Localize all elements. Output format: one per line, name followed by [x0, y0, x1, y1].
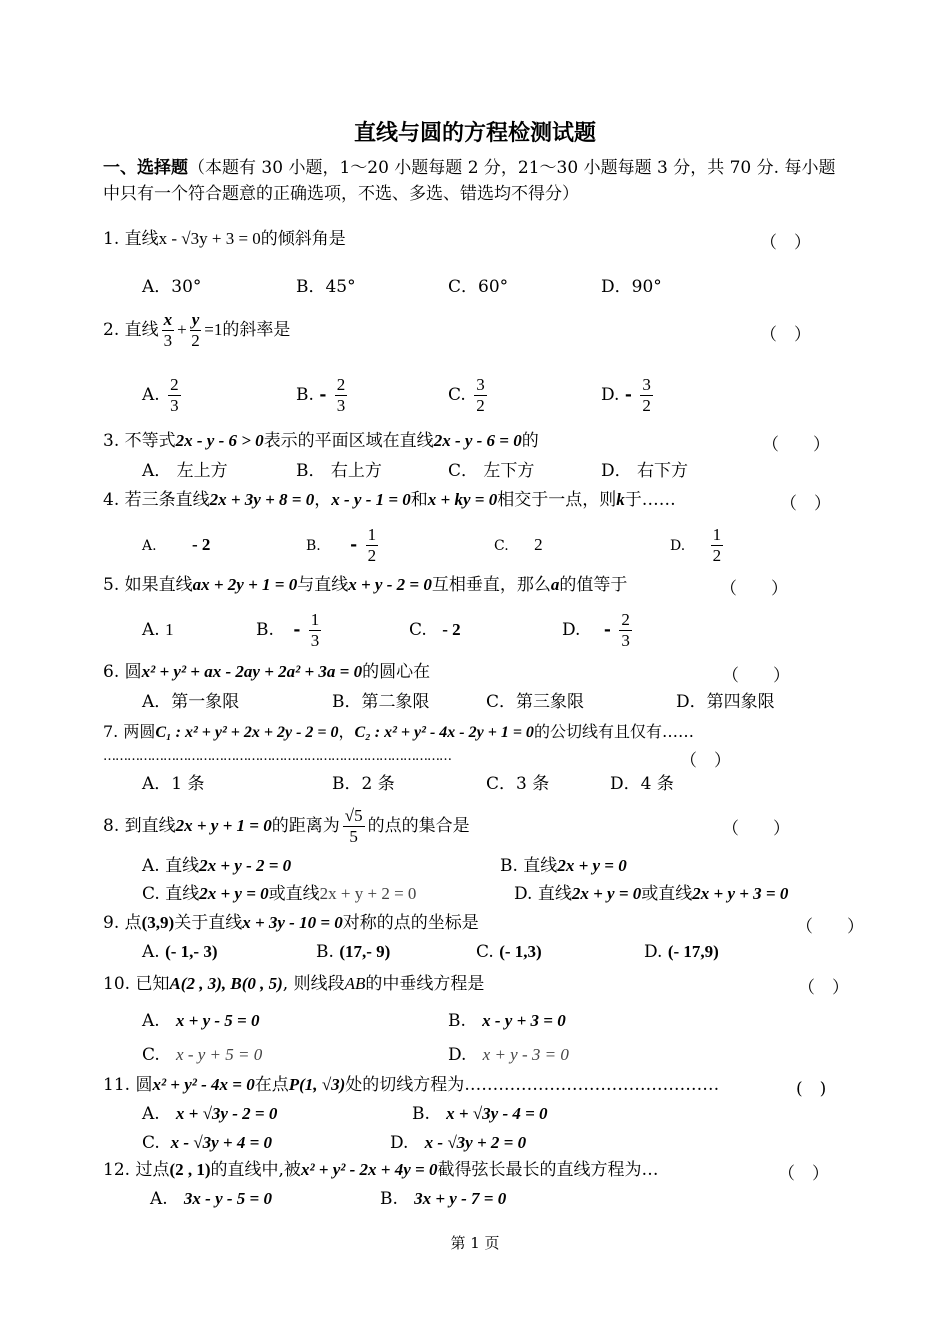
q10-option-a[interactable]: A. x + y - 5 = 0 [142, 1011, 260, 1031]
q7-answer-bracket[interactable]: （ ） [680, 751, 731, 771]
q5-option-a[interactable]: A. 1 [142, 620, 174, 640]
page-title: 直线与圆的方程检测试题 [353, 121, 596, 146]
q3-option-c[interactable]: C． 左下方 [448, 461, 535, 481]
q5-option-b[interactable]: B. - $\frac{1}{3}$ [256, 610, 320, 650]
section-intro-line-2: 中只有一个符合题意的正确选项，不选、多选、错选均不得分） [103, 184, 579, 204]
q1-suffix: 的倾斜角是 [260, 229, 346, 249]
q12-answer-bracket[interactable]: （ ） [778, 1164, 829, 1184]
q1-answer-bracket[interactable]: （ ） [760, 233, 811, 253]
question-7: 7. 两圆C₁ : x² + y² + 2x + 2y - 2 = 0，C₂ : x² + y² - 4x - 2y + 1 = 0的公切线有且仅有…… [103, 722, 694, 741]
q4-option-d[interactable]: D. $\frac{1}{2}$ [670, 525, 722, 565]
page-number: 第 1 页 [450, 1234, 500, 1252]
q3-option-a[interactable]: A． 左上方 [142, 461, 228, 481]
q8-answer-bracket[interactable]: （ ） [722, 819, 790, 839]
q3-inequality: 2x - y - 6 > 0 [175, 431, 264, 450]
q2-fraction-y: $\frac{y}{2}$ [191, 310, 200, 350]
q8-option-c[interactable]: C. 直线2x + y = 0或直线2x + y + 2 = 0 [142, 884, 417, 904]
question-8: 8. 到直线2x + y + 1 = 0的距离为 $\frac{√5}{5}$ 的点的集合是 [103, 806, 470, 846]
q10-option-d[interactable]: D. x + y - 3 = 0 [448, 1045, 569, 1065]
q2-fraction-x: $\frac{x}{3}$ [163, 310, 173, 350]
q8-option-a[interactable]: A. 直线2x + y - 2 = 0 [142, 856, 292, 876]
section-heading: 一、选择题 [103, 158, 188, 178]
q7-option-c[interactable]: C．3 条 [486, 774, 550, 794]
question-9: 9. 点(3,9)关于直线x + 3y - 10 = 0对称的点的坐标是 [103, 913, 479, 933]
q7-option-b[interactable]: B．2 条 [332, 774, 395, 794]
question-2: 2. 直线 $\frac{x}{3}$ + $\frac{y}{2}$ =1的斜率是 [103, 310, 291, 350]
question-11: 11. 圆x² + y² - 4x = 0在点P(1, √3)处的切线方程为……………………………………… [103, 1075, 720, 1095]
q2-option-c[interactable]: C. $\frac{3}{2}$ [448, 375, 485, 415]
q2-prefix: 2. 直线 [103, 320, 159, 340]
section-intro-line-1 [103, 157, 835, 179]
q9-answer-bracket[interactable]: （ ） [796, 917, 864, 937]
question-4: 4. 若三条直线2x + 3y + 8 = 0，x - y - 1 = 0和x + ky = 0相交于一点，则k于…… [103, 490, 676, 510]
section-intro-text: （本题有 30 小题，1～20 小题每题 2 分，21～30 小题每题 3 分，共 70 分. 每小题 [188, 158, 836, 178]
q1-equation: x - √3y + 3 = 0 [158, 229, 261, 248]
q4-option-b[interactable]: B. - $\frac{1}{2}$ [306, 525, 377, 565]
q7-leader-dots: …………………………………………………………………………… [103, 749, 451, 764]
q1-option-c[interactable]: C．60° [448, 277, 509, 297]
q7-option-d[interactable]: D．4 条 [610, 774, 674, 794]
question-10: 10. 已知A(2 , 3), B(0 , 5), 则线段AB的中垂线方程是 [103, 974, 485, 994]
q10-answer-bracket[interactable]: （ ） [798, 978, 849, 998]
q9-option-b[interactable]: B. (17,- 9) [316, 942, 391, 962]
q12-option-a[interactable]: A. 3x - y - 5 = 0 [150, 1189, 272, 1209]
question-5: 5. 如果直线ax + 2y + 1 = 0与直线x + y - 2 = 0互相垂直，那么a的值等于 [103, 575, 628, 595]
q3-option-b[interactable]: B． 右上方 [296, 461, 382, 481]
q7-option-a[interactable]: A．1 条 [142, 774, 205, 794]
q9-option-c[interactable]: C. (- 1,3) [476, 942, 542, 962]
q2-option-a[interactable]: A. $\frac{2}{3}$ [142, 375, 179, 415]
q8-distance-fraction: $\frac{√5}{5}$ [344, 806, 363, 846]
q1-option-a[interactable]: A．30° [142, 277, 202, 297]
q2-option-b[interactable]: B. - $\frac{2}{3}$ [296, 375, 346, 415]
q3-line-equation: 2x - y - 6 = 0 [433, 431, 522, 450]
q2-suffix: 的斜率是 [222, 320, 291, 340]
q4-option-c[interactable]: C. 2 [494, 535, 543, 554]
q6-option-c[interactable]: C．第三象限 [486, 692, 585, 712]
q8-option-d[interactable]: D. 直线2x + y = 0或直线2x + y + 3 = 0 [514, 884, 789, 904]
q11-option-d[interactable]: D. x - √3y + 2 = 0 [390, 1133, 527, 1153]
q11-option-c[interactable]: C. x - √3y + 4 = 0 [142, 1133, 273, 1153]
q9-option-d[interactable]: D. (- 17,9) [644, 942, 719, 962]
q1-option-b[interactable]: B．45° [296, 277, 356, 297]
question-6: 6. 圆x² + y² + ax - 2ay + 2a² + 3a = 0的圆心在 [103, 662, 431, 682]
q11-answer-bracket[interactable]: ( ) [796, 1079, 827, 1099]
q3-option-d[interactable]: D． 右下方 [601, 461, 689, 481]
q12-option-b[interactable]: B. 3x + y - 7 = 0 [380, 1189, 507, 1209]
q11-option-b[interactable]: B. x + √3y - 4 = 0 [412, 1104, 548, 1124]
q1-prefix: 1. 直线 [103, 229, 159, 249]
q10-option-b[interactable]: B. x - y + 3 = 0 [448, 1011, 566, 1031]
q9-option-a[interactable]: A. (- 1,- 3) [142, 942, 218, 962]
q6-option-a[interactable]: A．第一象限 [142, 692, 240, 712]
q8-option-b[interactable]: B. 直线2x + y = 0 [500, 856, 627, 876]
q6-option-d[interactable]: D．第四象限 [676, 692, 775, 712]
q4-answer-bracket[interactable]: （ ） [780, 494, 831, 514]
q3-answer-bracket[interactable]: （ ） [762, 435, 830, 455]
q6-answer-bracket[interactable]: （ ） [722, 666, 790, 686]
q10-option-c[interactable]: C. x - y + 5 = 0 [142, 1045, 263, 1065]
question-3: 3. 不等式2x - y - 6 > 0表示的平面区域在直线2x - y - 6 = 0的 [103, 431, 539, 451]
q1-option-d[interactable]: D．90° [601, 277, 662, 297]
question-12: 12. 过点(2 , 1)的直线中,被x² + y² - 2x + 4y = 0截得弦长最长的直线方程为… [103, 1160, 659, 1180]
q5-option-c[interactable]: C. - 2 [409, 620, 461, 640]
question-1 [103, 228, 346, 250]
q5-answer-bracket[interactable]: （ ） [720, 579, 788, 599]
q4-option-a[interactable]: A. - 2 [142, 535, 211, 554]
q2-option-d[interactable]: D. - $\frac{3}{2}$ [601, 375, 651, 415]
q5-option-d[interactable]: D. - $\frac{2}{3}$ [562, 610, 630, 650]
q2-answer-bracket[interactable]: （ ） [760, 325, 811, 345]
q6-option-b[interactable]: B．第二象限 [332, 692, 430, 712]
q11-option-a[interactable]: A. x + √3y - 2 = 0 [142, 1104, 278, 1124]
